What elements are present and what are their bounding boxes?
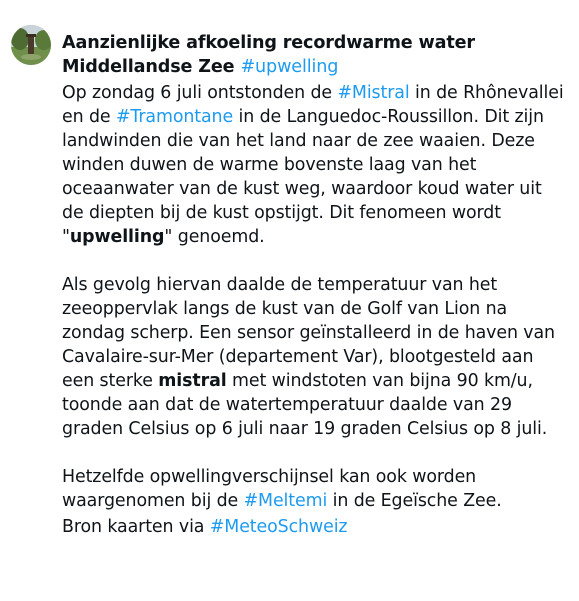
paragraph-text: Op zondag 6 juli ontstonden de [62,83,332,103]
source-text: Bron kaarten via [62,517,205,537]
paragraph-spacer [62,441,567,465]
post-paragraph-3 [62,465,567,513]
hashtag-upwelling-link[interactable]: #upwelling [240,57,339,77]
paragraph-text: in de Rhônevallei en de [62,83,564,127]
hashtag-meteoschweiz-link[interactable]: #MeteoSchweiz [209,517,348,537]
paragraph-text: " genoemd. [164,227,265,247]
paragraph-text: Als gevolg hiervan daalde de temperatuur van het zeeoppervlak langs de kust van de Golf van Lion na zondag scherp. Een sensor geïnstalleerd in de haven van Cavalaire-sur-Mer (departement Var), blootgesteld aan een sterke [62,275,555,391]
paragraph-text: in de Languedoc-Roussillon. Dit zijn landwinden die van het land naar de zee waaien. Deze winden duwen de warme bovenste laag van het oceaanwater van de kust weg, waardoor koud water uit de diepten bij de kust opstijgt. Dit fenomeen wordt " [62,107,544,247]
hashtag-tramontane-link[interactable]: #Tramontane [115,107,234,127]
bold-term-mistral: mistral [158,371,227,391]
paragraph-spacer [62,249,567,273]
post-paragraph-2 [62,273,567,441]
avatar-image [11,25,51,65]
post-source-line [62,515,567,539]
hashtag-meltemi-link[interactable]: #Meltemi [243,491,328,511]
post-content [62,31,567,539]
paragraph-text: met windstoten van bijna 90 km/u, toonde aan dat de watertemperatuur daalde van 29 graden Celsius op 6 juli naar 19 graden Celsius op 8 juli. [62,371,548,439]
bold-term-upwelling: upwelling [69,227,165,247]
hashtag-mistral-link[interactable]: #Mistral [337,83,410,103]
post-paragraph-1 [62,81,567,249]
post-title [62,31,567,79]
profile-avatar-icon[interactable] [11,25,51,65]
post-title-text: Aanzienlijke afkoeling recordwarme water Middellandse Zee [62,33,475,77]
paragraph-text: Hetzelfde opwellingverschijnsel kan ook worden waargenomen bij de [62,467,477,511]
paragraph-text: in de Egeïsche Zee. [332,491,502,511]
